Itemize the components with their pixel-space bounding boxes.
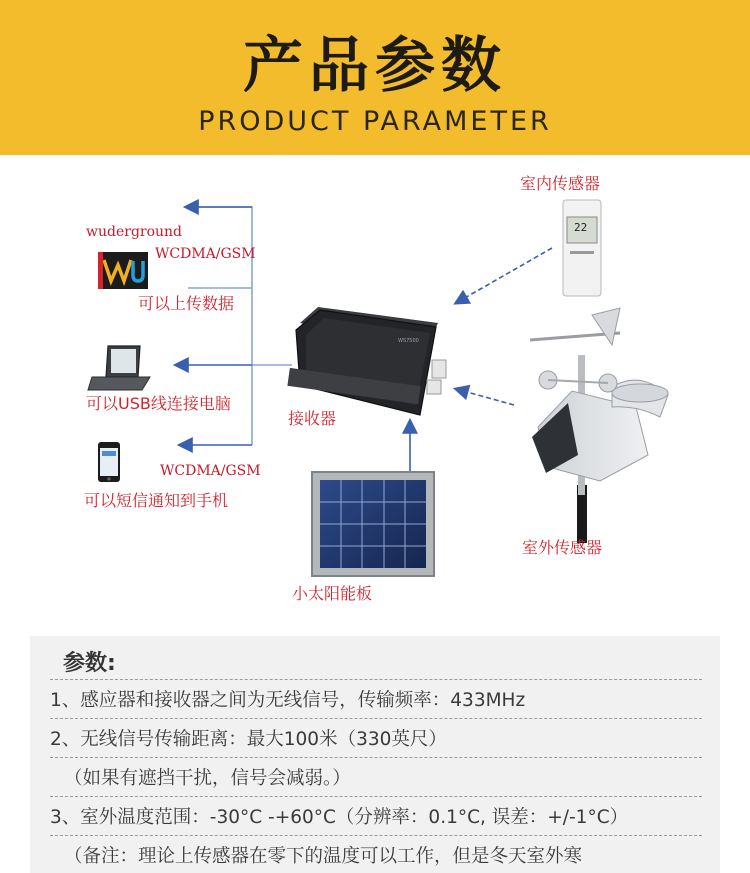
param-text: 2、无线信号传输距离：最大100米（330英尺） xyxy=(50,729,447,750)
outdoor-station-icon xyxy=(530,308,668,543)
solar-panel-icon xyxy=(312,472,434,576)
svg-text:WS7500: WS7500 xyxy=(398,338,419,344)
receiver-label: 接收器 xyxy=(288,409,337,428)
solar-panel-label: 小太阳能板 xyxy=(292,584,373,603)
laptop-icon xyxy=(88,346,150,390)
wunderground-label: wuderground xyxy=(86,224,183,240)
page-subtitle: PRODUCT PARAMETER xyxy=(198,106,552,137)
param-row xyxy=(50,718,702,751)
indoor-sensor-icon xyxy=(563,200,601,296)
param-row xyxy=(50,835,702,868)
svg-text:22: 22 xyxy=(574,221,588,234)
param-text: 3、室外温度范围：-30°C -+60°C（分辨率：0.1°C, 误差：+/-1°C） xyxy=(50,807,629,828)
upload-data-label: 可以上传数据 xyxy=(138,294,235,313)
phone-icon xyxy=(98,442,120,482)
param-row xyxy=(50,796,702,829)
usb-label: 可以USB线连接电脑 xyxy=(86,394,231,413)
arrow-outdoor xyxy=(456,389,514,405)
param-text: （备注：理论上传感器在零下的温度可以工作，但是冬天室外寒 xyxy=(64,846,583,867)
param-row xyxy=(50,679,702,712)
wcdma-top-label: WCDMA/GSM xyxy=(155,246,256,262)
param-text: （如果有遮挡干扰，信号会减弱。） xyxy=(64,768,351,789)
outdoor-sensor-label: 室外传感器 xyxy=(522,538,603,557)
param-text: 1、感应器和接收器之间为无线信号，传输频率：433MHz xyxy=(50,690,526,711)
system-diagram xyxy=(0,155,750,635)
param-row xyxy=(50,757,702,790)
wunderground-logo-icon xyxy=(98,252,148,289)
indoor-sensor-label: 室内传感器 xyxy=(520,174,601,193)
arrow-indoor xyxy=(456,248,552,303)
page-title: 产品参数 xyxy=(243,31,507,101)
header-banner xyxy=(0,0,750,155)
wcdma-bottom-label: WCDMA/GSM xyxy=(160,463,261,479)
parameters-title: 参数: xyxy=(63,651,116,676)
parameters-section xyxy=(30,636,720,873)
receiver-device-icon xyxy=(287,307,446,415)
sms-label: 可以短信通知到手机 xyxy=(84,491,229,510)
